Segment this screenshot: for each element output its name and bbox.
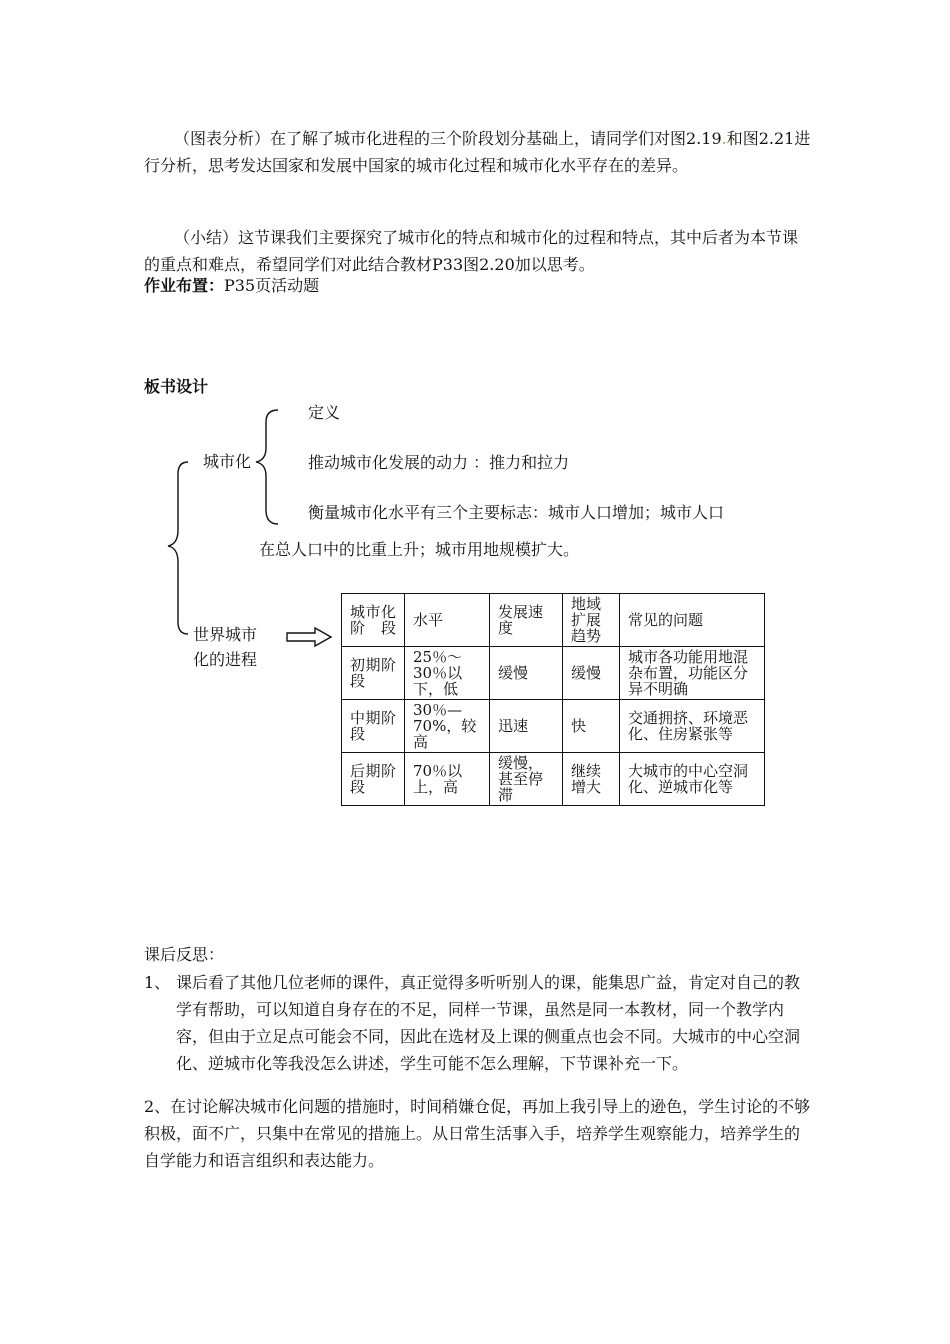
inner-brace [256,410,278,524]
board-item-driving-force: 推动城市化发展的动力 ：推力和拉力 [308,453,570,472]
summary-paragraph: （小结）这节课我们主要探究了城市化的特点和城市化的过程和特点，其中后者为本节课的重点和难点，希望同学们对此结合教材P33图2.20加以思考。 [144,228,799,274]
table-cell: 交通拥挤、环境恶化、住房紧张等 [620,700,765,753]
table-row [342,753,765,806]
table-cell: 30％—70%，较高 [405,700,490,753]
analysis-paragraph [144,125,812,179]
board-root-label: 城市化 [203,452,252,471]
table-cell: 25％～30％以下，低 [405,647,490,700]
brace-diagram [160,400,300,650]
homework-text: P35页活动题 [224,276,320,295]
analysis-text: （图表分析）在了解了城市化进程的三个阶段划分基础上，请同学们对图2.19 [174,129,722,148]
arrow-right-icon [285,626,335,648]
reflection-item1-number: 1、 [144,973,171,992]
header-problems: 常见的问题 [620,594,765,647]
header-level: 水平 [405,594,490,647]
table-cell: 初期阶段 [342,647,405,700]
process-label-line2: 化的进程 [193,650,258,669]
process-label-line1: 世界城市 [193,625,258,644]
table-header-row [342,594,765,647]
table-cell: 70％以上，高 [405,753,490,806]
header-stage: 城市化阶段 [342,594,405,647]
board-item-definition: 定义 [308,403,341,422]
process-label [193,622,257,672]
table-cell: 缓慢 [490,647,563,700]
board-item-indicators-cont: 在总人口中的比重上升；城市用地规模扩大。 [259,540,580,559]
homework-line [144,272,812,299]
analysis-text-rest: 和图2.21进行分析，思考发达国家和发展中国家的城市化过程和城市化水平存在的差异。 [144,129,811,175]
table-cell: 中期阶段 [342,700,405,753]
header-expansion: 地域扩展趋势 [563,594,620,647]
outer-brace [168,462,188,634]
reflection-title: 课后反思： [144,945,225,964]
reflection-item1-text: 课后看了其他几位老师的课件，真正觉得多听听别人的课，能集思广益，肯定对自己的教学有帮助，可以知道自身存在的不足，同样一节课，虽然是同一本教材，同一个教学内容，但由于立足点可能会不同，因此在选材及上课的侧重点也会不同。大城市的中心空洞化、逆城市化等我没怎么讲述，学生可能不怎么理解，下节课补充一下。 [176,973,801,1073]
urbanization-stages-table [341,593,765,806]
reflection-item2-text: 2、在讨论解决城市化问题的措施时，时间稍嫌仓促，再加上我引导上的逊色，学生讨论的不够积极，面不广，只集中在常见的措施上。从日常生活事入手，培养学生观察能力，培养学生的自学能力和语言组织和表达能力。 [144,1097,811,1170]
table-cell: 缓慢，甚至停滞 [490,753,563,806]
table-cell: 城市各功能用地混杂布置，功能区分异不明确 [620,647,765,700]
board-title: 板书设计 [144,377,209,396]
table-cell: 后期阶段 [342,753,405,806]
table-cell: 快 [563,700,620,753]
table-row [342,700,765,753]
table-cell: 迅速 [490,700,563,753]
table-cell: 缓慢 [563,647,620,700]
homework-label: 作业布置： [144,276,225,295]
header-speed: 发展速度 [490,594,563,647]
table-cell: 大城市的中心空洞化、逆城市化等 [620,753,765,806]
board-item-indicators: 衡量城市化水平有三个主要标志：城市人口增加；城市人口 [308,503,725,522]
table-cell: 继续增大 [563,753,620,806]
table-row [342,647,765,700]
analysis-dot: . [721,129,727,148]
